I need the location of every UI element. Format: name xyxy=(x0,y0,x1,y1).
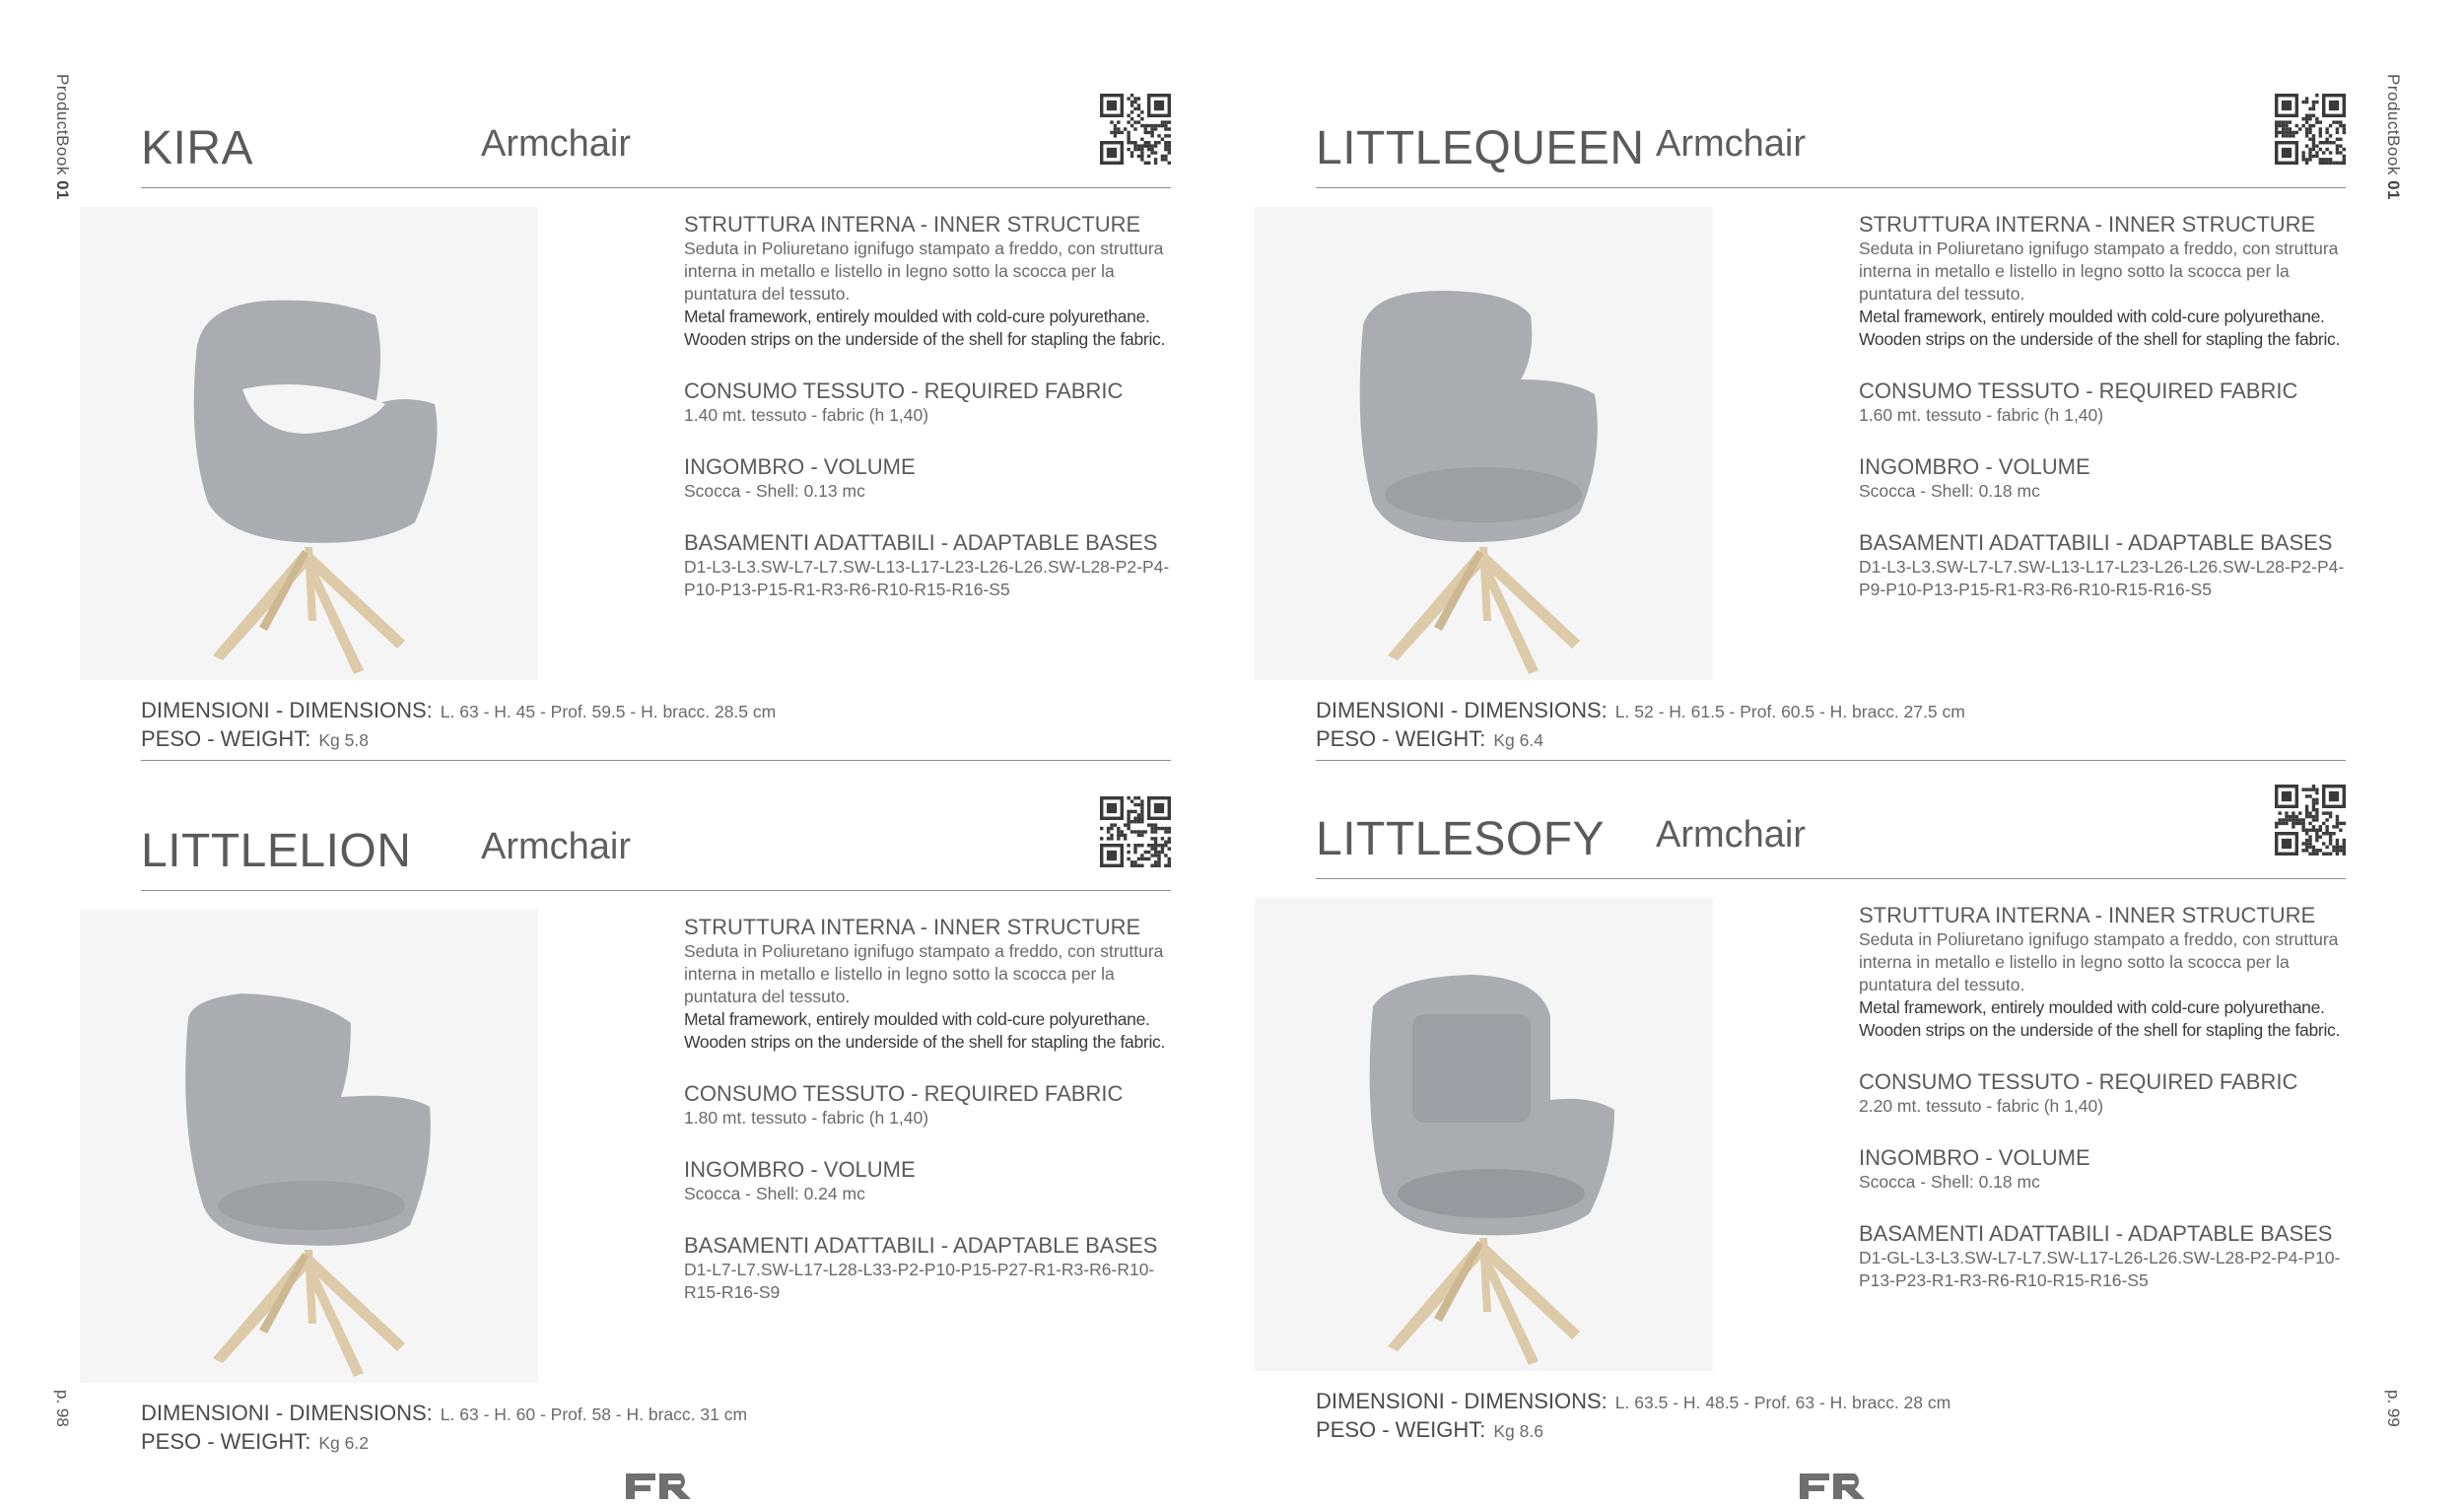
spec-title: CONSUMO TESSUTO - REQUIRED FABRIC xyxy=(1859,1069,2298,1094)
spec-value: D1-L3-L3.SW-L7-L7.SW-L13-L17-L23-L26-L26.SW-L28-P2-P4-P9-P10-P13-P15-R1-R3-R6-R10-R15-R16-S5 xyxy=(1859,557,2345,599)
dimensions-block xyxy=(1316,1388,2346,1445)
dimensions-line xyxy=(1316,1388,2346,1416)
spec-volume xyxy=(1859,1145,2352,1194)
spec-volume xyxy=(1859,454,2352,503)
spec-fabric xyxy=(1859,378,2352,427)
product-header xyxy=(1316,785,2346,879)
spec-value: D1-GL-L3-L3.SW-L7-L7.SW-L17-L26-L26.SW-L28-P2-P4-P10-P13-P23-R1-R3-R6-R10-R15-R16-S5 xyxy=(1859,1248,2341,1290)
spec-value: 1.60 mt. tessuto - fabric (h 1,40) xyxy=(1859,405,2104,425)
spec-title: INGOMBRO - VOLUME xyxy=(1859,454,2090,479)
chair-illustration xyxy=(1255,898,1713,1371)
product-name: LITTLELION xyxy=(141,825,412,877)
chair-illustration xyxy=(80,207,538,680)
spec-structure xyxy=(684,212,1177,351)
dimensions-line xyxy=(141,1400,1171,1428)
spec-title: STRUTTURA INTERNA - INNER STRUCTURE xyxy=(1859,903,2316,927)
spec-fabric xyxy=(1859,1069,2352,1118)
spec-list xyxy=(1859,212,2352,629)
spec-fabric xyxy=(684,1081,1177,1130)
product-card-littlequeen xyxy=(1316,94,2346,803)
product-card-kira xyxy=(141,94,1171,803)
spec-title: STRUTTURA INTERNA - INNER STRUCTURE xyxy=(684,915,1141,939)
brand-logo-icon xyxy=(626,1472,691,1501)
weight-label: PESO - WEIGHT: xyxy=(141,1429,311,1454)
spec-text-it: Seduta in Poliuretano ignifugo stampato a freddo, con struttura interna in metallo e listello in legno sotto la scocca per la puntatura del tessuto. xyxy=(1859,239,2339,304)
spec-bases xyxy=(1859,1221,2352,1292)
spec-value: Scocca - Shell: 0.18 mc xyxy=(1859,1172,2040,1192)
spec-value: 2.20 mt. tessuto - fabric (h 1,40) xyxy=(1859,1096,2104,1116)
spec-value: 1.40 mt. tessuto - fabric (h 1,40) xyxy=(684,405,929,425)
right-margin xyxy=(2375,0,2415,1500)
product-photo xyxy=(80,207,538,680)
weight-value: Kg 6.4 xyxy=(1493,730,1543,750)
spec-fabric xyxy=(684,378,1177,427)
dimensions-block xyxy=(141,697,1171,754)
spec-bases xyxy=(684,530,1177,601)
dimensions-label: DIMENSIONI - DIMENSIONS: xyxy=(1316,698,1608,722)
chair-illustration xyxy=(1255,207,1713,680)
dimensions-value: L. 63.5 - H. 48.5 - Prof. 63 - H. bracc. 28 cm xyxy=(1614,1393,1951,1412)
dimensions-line xyxy=(1316,697,2346,725)
spec-text-it: Seduta in Poliuretano ignifugo stampato a freddo, con struttura interna in metallo e listello in legno sotto la scocca per la puntatura del tessuto. xyxy=(684,239,1164,304)
product-name: LITTLESOFY xyxy=(1316,813,1606,865)
spec-bases xyxy=(684,1233,1177,1304)
spec-title: INGOMBRO - VOLUME xyxy=(1859,1145,2090,1170)
spec-title: CONSUMO TESSUTO - REQUIRED FABRIC xyxy=(684,378,1124,403)
weight-line xyxy=(141,725,1171,754)
productbook-label-right: ProductBook 01 xyxy=(2384,74,2403,200)
spec-title: BASAMENTI ADATTABILI - ADAPTABLE BASES xyxy=(1859,1221,2333,1246)
product-type: Armchair xyxy=(481,123,632,165)
product-type: Armchair xyxy=(1656,814,1807,856)
spec-text-it: Seduta in Poliuretano ignifugo stampato a freddo, con struttura interna in metallo e listello in legno sotto la scocca per la puntatura del tessuto. xyxy=(684,941,1164,1006)
dimensions-label: DIMENSIONI - DIMENSIONS: xyxy=(1316,1389,1608,1413)
weight-value: Kg 5.8 xyxy=(318,730,369,750)
dimensions-block xyxy=(141,1400,1171,1457)
product-name: KIRA xyxy=(141,122,254,174)
spec-title: INGOMBRO - VOLUME xyxy=(684,1157,916,1182)
qr-code-icon[interactable] xyxy=(1100,94,1171,165)
chair-illustration xyxy=(80,910,538,1383)
weight-line xyxy=(141,1428,1171,1457)
weight-line xyxy=(1316,1416,2346,1445)
product-header xyxy=(141,796,1171,891)
spec-structure xyxy=(684,915,1177,1054)
product-name: LITTLEQUEEN xyxy=(1316,122,1645,174)
product-header xyxy=(141,94,1171,188)
spec-text-it: Seduta in Poliuretano ignifugo stampato a freddo, con struttura interna in metallo e listello in legno sotto la scocca per la puntatura del tessuto. xyxy=(1859,929,2339,994)
spec-title: CONSUMO TESSUTO - REQUIRED FABRIC xyxy=(684,1081,1124,1106)
spec-text-en: Metal framework, entirely moulded with cold-cure polyurethane. Wooden strips on the underside of the shell for stapling the fabric. xyxy=(1859,307,2341,349)
spec-text-en: Metal framework, entirely moulded with cold-cure polyurethane. Wooden strips on the underside of the shell for stapling the fabric. xyxy=(684,307,1166,349)
weight-label: PESO - WEIGHT: xyxy=(1316,1417,1486,1442)
dimensions-label: DIMENSIONI - DIMENSIONS: xyxy=(141,1401,433,1425)
productbook-label-left: ProductBook 01 xyxy=(53,74,72,200)
spec-value: Scocca - Shell: 0.18 mc xyxy=(1859,481,2040,501)
weight-label: PESO - WEIGHT: xyxy=(1316,726,1486,751)
divider xyxy=(141,760,1171,761)
spec-text-en: Metal framework, entirely moulded with cold-cure polyurethane. Wooden strips on the underside of the shell for stapling the fabric. xyxy=(684,1009,1166,1052)
qr-code-icon[interactable] xyxy=(2275,94,2346,165)
page-number-left: p. 98 xyxy=(53,1390,72,1427)
dimensions-value: L. 52 - H. 61.5 - Prof. 60.5 - H. bracc. 27.5 cm xyxy=(1614,702,1965,721)
product-card-littlesofy xyxy=(1316,785,2346,1494)
product-photo xyxy=(1255,207,1713,680)
spec-title: CONSUMO TESSUTO - REQUIRED FABRIC xyxy=(1859,378,2298,403)
spec-title: BASAMENTI ADATTABILI - ADAPTABLE BASES xyxy=(684,530,1158,555)
qr-code-icon[interactable] xyxy=(2275,785,2346,856)
spec-text-en: Metal framework, entirely moulded with cold-cure polyurethane. Wooden strips on the underside of the shell for stapling the fabric. xyxy=(1859,997,2341,1040)
qr-code-icon[interactable] xyxy=(1100,796,1171,867)
spec-title: STRUTTURA INTERNA - INNER STRUCTURE xyxy=(1859,212,2316,237)
product-header xyxy=(1316,94,2346,188)
dimensions-value: L. 63 - H. 60 - Prof. 58 - H. bracc. 31 cm xyxy=(440,1404,748,1424)
product-photo xyxy=(80,910,538,1383)
spec-list xyxy=(684,212,1177,629)
spec-structure xyxy=(1859,903,2352,1042)
spec-list xyxy=(684,915,1177,1332)
product-photo xyxy=(1255,898,1713,1371)
spec-value: Scocca - Shell: 0.24 mc xyxy=(684,1184,865,1203)
weight-value: Kg 6.2 xyxy=(318,1433,369,1453)
dimensions-value: L. 63 - H. 45 - Prof. 59.5 - H. bracc. 28.5 cm xyxy=(440,702,777,721)
product-type: Armchair xyxy=(481,826,632,867)
spec-value: D1-L3-L3.SW-L7-L7.SW-L13-L17-L23-L26-L26.SW-L28-P2-P4-P10-P13-P15-R1-R3-R6-R10-R15-R16-S5 xyxy=(684,557,1170,599)
weight-line xyxy=(1316,725,2346,754)
spec-title: INGOMBRO - VOLUME xyxy=(684,454,916,479)
spec-volume xyxy=(684,454,1177,503)
dimensions-block xyxy=(1316,697,2346,754)
spec-value: Scocca - Shell: 0.13 mc xyxy=(684,481,865,501)
spec-value: 1.80 mt. tessuto - fabric (h 1,40) xyxy=(684,1108,929,1128)
dimensions-label: DIMENSIONI - DIMENSIONS: xyxy=(141,698,433,722)
product-type: Armchair xyxy=(1656,123,1807,165)
product-card-littlelion xyxy=(141,796,1171,1506)
weight-value: Kg 8.6 xyxy=(1493,1421,1543,1441)
page-number-right: p. 99 xyxy=(2384,1390,2403,1427)
brand-logo-icon xyxy=(1800,1472,1865,1501)
divider xyxy=(1316,760,2346,761)
spec-list xyxy=(1859,903,2352,1320)
spec-bases xyxy=(1859,530,2352,601)
spec-title: BASAMENTI ADATTABILI - ADAPTABLE BASES xyxy=(684,1233,1158,1258)
spec-structure xyxy=(1859,212,2352,351)
spec-title: BASAMENTI ADATTABILI - ADAPTABLE BASES xyxy=(1859,530,2333,555)
dimensions-line xyxy=(141,697,1171,725)
weight-label: PESO - WEIGHT: xyxy=(141,726,311,751)
spec-title: STRUTTURA INTERNA - INNER STRUCTURE xyxy=(684,212,1141,237)
spec-value: D1-L7-L7.SW-L17-L28-L33-P2-P10-P15-P27-R1-R3-R6-R10-R15-R16-S9 xyxy=(684,1260,1155,1302)
spec-volume xyxy=(684,1157,1177,1205)
